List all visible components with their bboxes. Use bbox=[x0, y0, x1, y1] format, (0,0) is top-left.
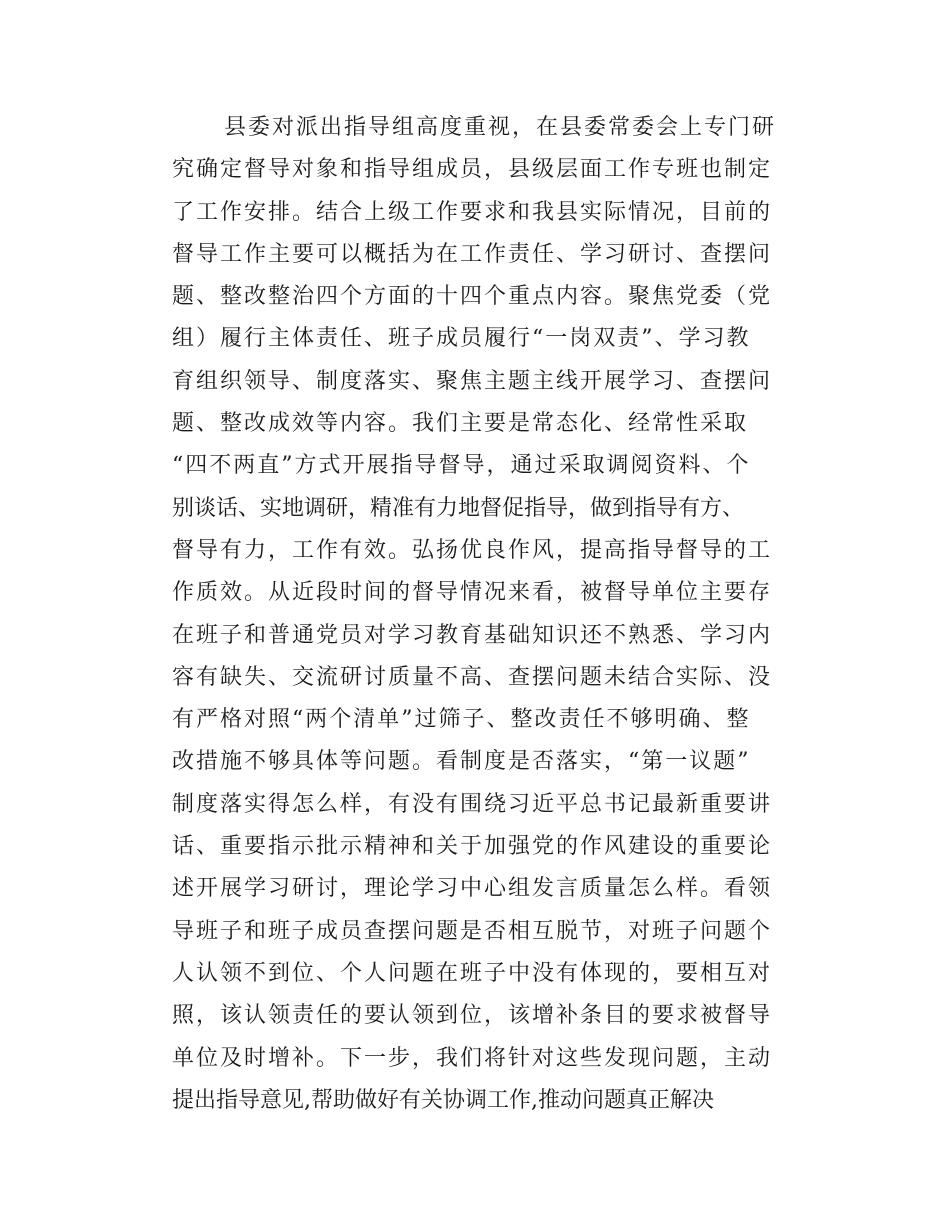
text-line: 究确定督导对象和指导组成员，县级层面工作专班也制定 bbox=[172, 157, 773, 183]
body-paragraph bbox=[172, 107, 812, 1122]
text-line: 照，该认领责任的要认领到位，该增补条目的要求被督导 bbox=[172, 1003, 773, 1029]
text-line: 题、整改成效等内容。我们主要是常态化、经常性采取 bbox=[172, 411, 749, 437]
text-line: 督导有力，工作有效。弘扬优良作风，提高指导督导的工 bbox=[172, 537, 773, 563]
text-line: 督导工作主要可以概括为在工作责任、学习研讨、查摆问 bbox=[172, 241, 773, 267]
text-line: 育组织领导、制度落实、聚焦主题主线开展学习、查摆问 bbox=[172, 368, 773, 394]
text-line: 导班子和班子成员查摆问题是否相互脱节，对班子问题个 bbox=[172, 918, 773, 944]
text-line: 改措施不够具体等问题。看制度是否落实，“第一议题” bbox=[172, 749, 751, 775]
text-line: “四不两直”方式开展指导督导，通过采取调阅资料、个 bbox=[172, 453, 751, 479]
text-line: 提出指导意见,帮助做好有关协调工作,推动问题真正解决 bbox=[172, 1087, 714, 1113]
text-line: 别谈话、实地调研，精准有力地督促指导，做到指导有方、 bbox=[172, 495, 745, 521]
text-line: 作质效。从近段时间的督导情况来看，被督导单位主要存 bbox=[172, 580, 773, 606]
text-line: 了工作安排。结合上级工作要求和我县实际情况，目前的 bbox=[172, 199, 773, 225]
text-line: 话、重要指示批示精神和关于加强党的作风建设的重要论 bbox=[172, 834, 773, 860]
text-line: 人认领不到位、个人问题在班子中没有体现的，要相互对 bbox=[172, 960, 773, 986]
text-line: 制度落实得怎么样，有没有围绕习近平总书记最新重要讲 bbox=[172, 791, 773, 817]
text-line: 单位及时增补。下一步，我们将针对这些发现问题，主动 bbox=[172, 1045, 773, 1071]
text-line: 有严格对照“两个清单”过筛子、整改责任不够明确、整 bbox=[172, 707, 751, 733]
text-line: 容有缺失、交流研讨质量不高、查摆问题未结合实际、没 bbox=[172, 664, 773, 690]
text-line: 述开展学习研讨，理论学习中心组发言质量怎么样。看领 bbox=[172, 876, 773, 902]
text-line: 组）履行主体责任、班子成员履行“一岗双责”、学习教 bbox=[172, 326, 751, 352]
text-line: 题、整改整治四个方面的十四个重点内容。聚焦党委（党 bbox=[172, 284, 773, 310]
text-line: 县委对派出指导组高度重视，在县委常委会上专门研 bbox=[224, 115, 777, 140]
text-line: 在班子和普通党员对学习教育基础知识还不熟悉、学习内 bbox=[172, 622, 773, 648]
